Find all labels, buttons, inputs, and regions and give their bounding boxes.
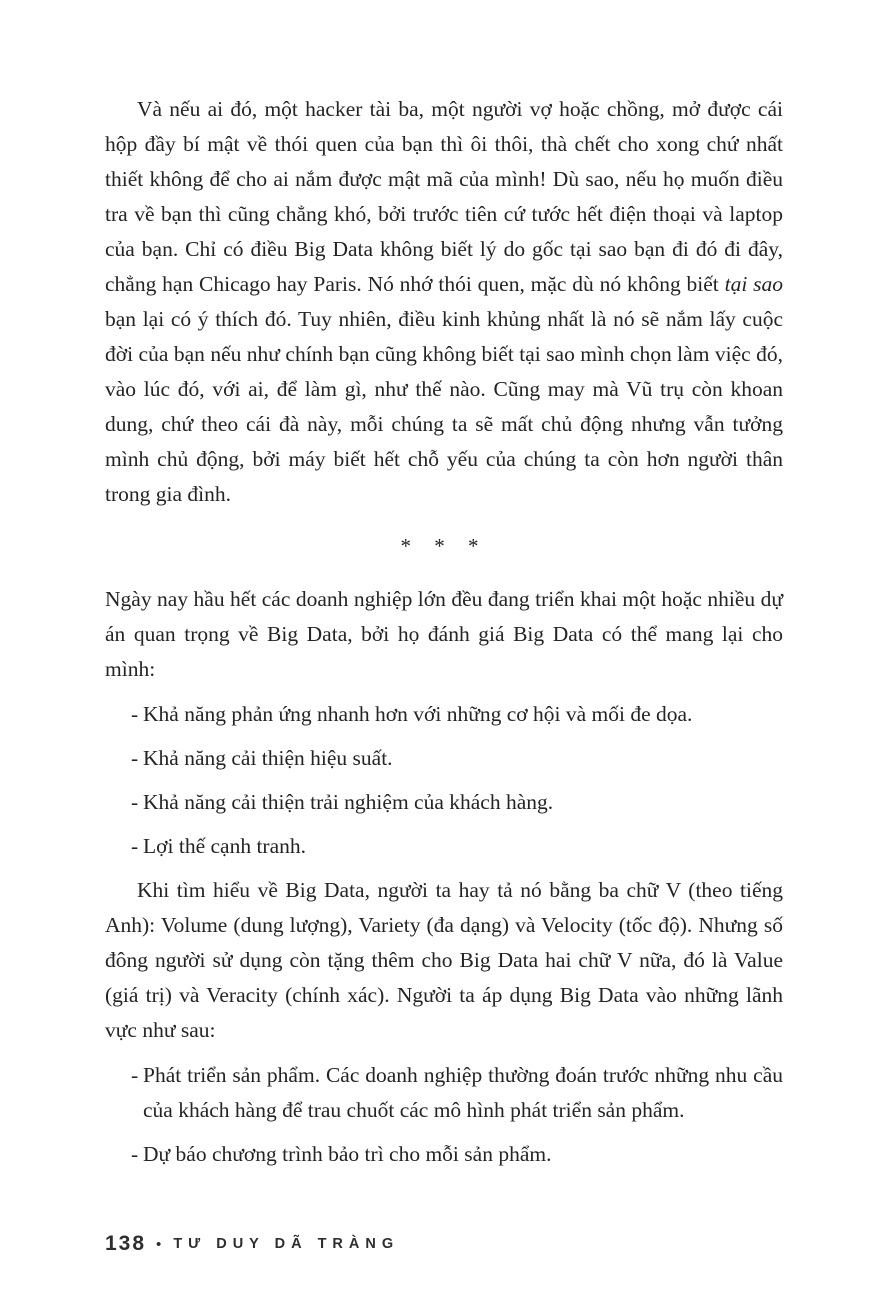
page-number: 138 — [105, 1232, 147, 1255]
book-page — [105, 92, 783, 1181]
section-separator: * * * — [400, 534, 488, 558]
paragraph-hacker — [105, 92, 783, 512]
book-title: TƯ DUY DÃ TRÀNG — [173, 1236, 400, 1252]
list-item — [105, 741, 783, 776]
list-item — [105, 785, 783, 820]
list-item — [105, 1058, 783, 1128]
list-item-marker: - — [131, 746, 139, 770]
list-item-text: Dự báo chương trình bảo trì cho mỗi sản phẩm. — [143, 1142, 552, 1166]
list-item-marker: - — [131, 702, 139, 726]
page-footer — [105, 1232, 399, 1256]
list-item — [105, 697, 783, 732]
list-item-marker: - — [131, 790, 139, 814]
benefits-list — [105, 697, 783, 864]
paragraph-text: Và nếu ai đó, một hacker tài ba, một người vợ hoặc chồng, mở được cái hộp đầy bí mật về thói quen của bạn thì ôi thôi, thà chết cho xong chứ nhất thiết không để cho ai nắm được mật mã của mình! Dù sao, nếu họ muốn điều tra về bạn thì cũng chẳng khó, bởi trước tiên cứ tước hết điện thoại và laptop của bạn. Chỉ có điều Big Data không biết lý do gốc tại sao bạn đi đó đi đây, chẳng hạn Chicago hay Paris. Nó nhớ thói quen, mặc dù nó không biết — [105, 97, 783, 296]
list-item-text: Lợi thế cạnh tranh. — [143, 834, 307, 858]
list-item-marker: - — [131, 1063, 139, 1087]
footer-dot-separator: • — [156, 1235, 162, 1253]
list-item-text: Khả năng phản ứng nhanh hơn với những cơ hội và mối đe dọa. — [143, 702, 693, 726]
list-item-marker: - — [131, 1142, 139, 1166]
list-item-text: Khả năng cải thiện trải nghiệm của khách hàng. — [143, 790, 554, 814]
paragraph-italic-text: tại sao — [724, 272, 783, 296]
paragraph-five-v: Khi tìm hiểu về Big Data, người ta hay tả nó bằng ba chữ V (theo tiếng Anh): Volume (dung lượng), Variety (đa dạng) và Velocity (tốc độ). Nhưng số đông người sử dụng còn tặng thêm cho Big Data hai chữ V nữa, đó là Value (giá trị) và Veracity (chính xác). Người ta áp dụng Big Data vào những lãnh vực như sau: — [105, 878, 783, 1042]
paragraph-big-data-intro: Ngày nay hầu hết các doanh nghiệp lớn đều đang triển khai một hoặc nhiều dự án quan trọng về Big Data, bởi họ đánh giá Big Data có thể mang lại cho mình: — [105, 587, 783, 681]
list-item — [105, 1137, 783, 1172]
list-item-text: Phát triển sản phẩm. Các doanh nghiệp thường đoán trước những nhu cầu của khách hàng để trau chuốt các mô hình phát triển sản phẩm. — [143, 1063, 783, 1122]
list-item-text: Khả năng cải thiện hiệu suất. — [143, 746, 393, 770]
list-item-marker: - — [131, 834, 139, 858]
list-item — [105, 829, 783, 864]
applications-list — [105, 1058, 783, 1172]
paragraph-text: bạn lại có ý thích đó. Tuy nhiên, điều kinh khủng nhất là nó sẽ nắm lấy cuộc đời của bạn nếu như chính bạn cũng không biết tại sao mình chọn làm việc đó, vào lúc đó, với ai, để làm gì, như thế nào. Cũng may mà Vũ trụ còn khoan dung, chứ theo cái đà này, mỗi chúng ta sẽ mất chủ động nhưng vẫn tưởng mình chủ động, bởi máy biết hết chỗ yếu của chúng ta còn hơn người thân trong gia đình. — [105, 307, 783, 506]
